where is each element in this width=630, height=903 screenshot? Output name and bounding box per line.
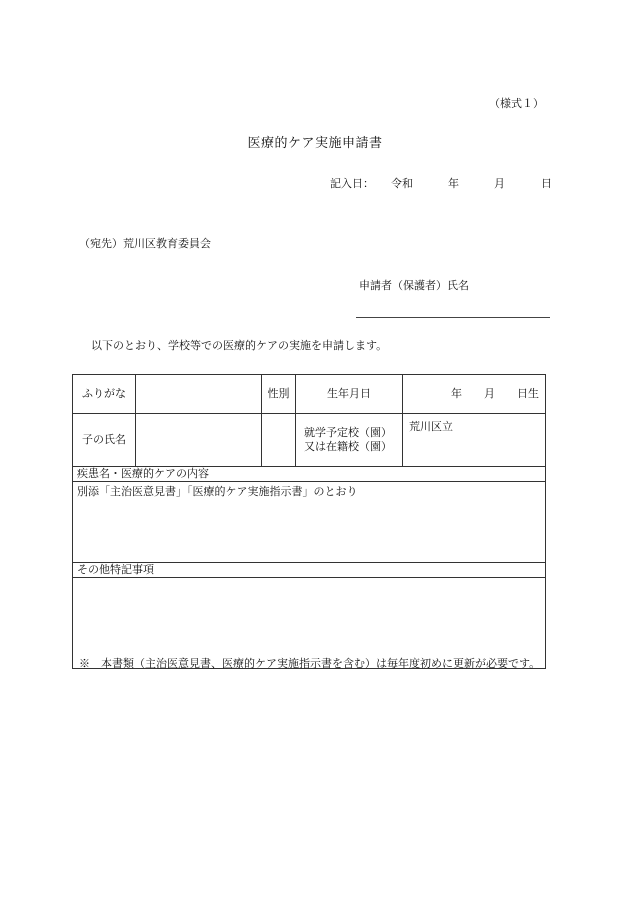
entry-date-day-label: 日: [541, 177, 552, 190]
table-row: [73, 563, 546, 578]
renewal-footnote: ※ 本書類（主治医意見書、医療的ケア実施指示書を含む）は毎年度初めに更新が必要です。: [79, 657, 541, 670]
child-name-field[interactable]: [136, 414, 262, 467]
entry-date-year-label: 年: [448, 177, 459, 190]
table-row: [73, 467, 546, 482]
birthdate-year-label: 年: [451, 387, 462, 401]
applicant-name-label: 申請者（保護者）氏名: [359, 279, 469, 292]
table-row: [73, 482, 546, 563]
furigana-field[interactable]: [136, 375, 262, 414]
birthdate-day-label: 日生: [517, 387, 539, 401]
entry-date-era: 令和: [391, 177, 413, 190]
furigana-label: ふりがな: [73, 375, 136, 414]
application-form-table: [72, 374, 546, 669]
addressee-line: （宛先）荒川区教育委員会: [79, 237, 211, 250]
intro-statement: 以下のとおり、学校等での医療的ケアの実施を申請します。: [91, 339, 388, 352]
birthdate-month-label: 月: [484, 387, 495, 401]
gender-field[interactable]: [262, 414, 296, 467]
diagnosis-field[interactable]: 別添「主治医意見書」「医療的ケア実施指示書」のとおり: [73, 482, 546, 563]
school-type-line-planned: 就学予定校（園）: [304, 426, 392, 440]
table-row: [73, 375, 546, 414]
form-number-label: （様式１）: [489, 97, 544, 110]
other-notes-label: その他特記事項: [73, 563, 546, 578]
school-type-label: [296, 414, 403, 467]
entry-date-month-label: 月: [494, 177, 505, 190]
table-row: [73, 578, 546, 669]
gender-label: 性別: [262, 375, 296, 414]
birthdate-field[interactable]: [403, 375, 546, 414]
birthdate-label: 生年月日: [296, 375, 403, 414]
entry-date-label: 記入日：: [330, 177, 374, 190]
child-name-label: 子の氏名: [73, 414, 136, 467]
other-notes-field[interactable]: [73, 578, 546, 669]
document-title: 医療的ケア実施申請書: [247, 136, 383, 151]
diagnosis-label: 疾患名・医療的ケアの内容: [73, 467, 546, 482]
school-name-field[interactable]: 荒川区立: [403, 414, 546, 467]
table-row: [73, 414, 546, 467]
applicant-signature-line[interactable]: [356, 317, 550, 318]
school-type-line-enrolled: 又は在籍校（園）: [304, 440, 392, 453]
